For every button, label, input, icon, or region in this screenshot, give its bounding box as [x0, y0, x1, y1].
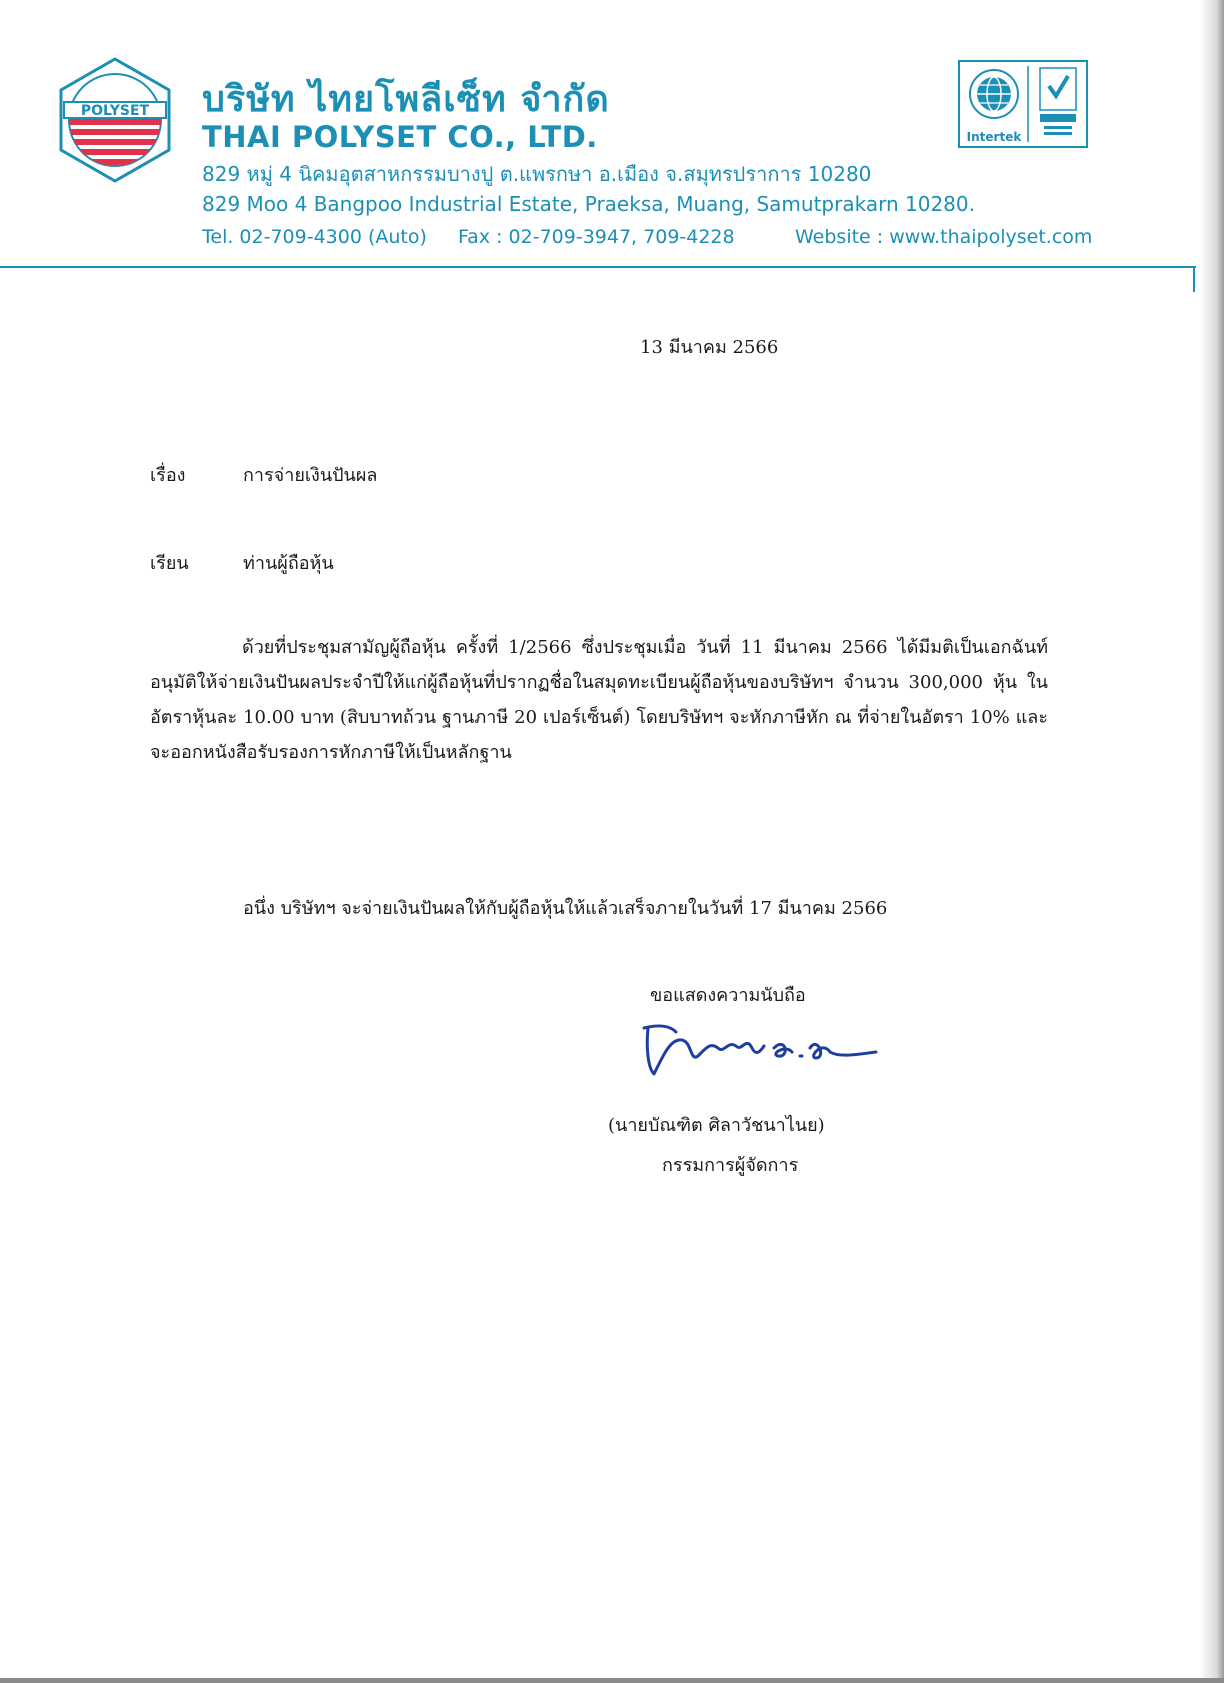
letter-date: 13 มีนาคม 2566: [640, 337, 779, 358]
subject-text: การจ่ายเงินปันผล: [243, 465, 378, 486]
company-logo: [56, 56, 174, 184]
handwritten-signature: [640, 1018, 880, 1084]
fax: Fax : 02-709-3947, 709-4228: [458, 226, 735, 248]
certification-label: Intertek: [966, 130, 1022, 144]
header-divider-tick: [1193, 266, 1195, 292]
website: Website : www.thaipolyset.com: [795, 226, 1093, 248]
company-name-thai: บริษัท ไทยโพลีเซ็ท จำกัด: [202, 79, 610, 120]
telephone: Tel. 02-709-4300 (Auto): [202, 226, 427, 248]
signatory-name: (นายบัณฑิต ศิลาวัชนาไนย): [608, 1115, 825, 1136]
address-english: 829 Moo 4 Bangpoo Industrial Estate, Praeksa, Muang, Samutprakarn 10280.: [202, 192, 975, 216]
scan-edge-right: [1200, 0, 1224, 1683]
signatory-title: กรรมการผู้จัดการ: [662, 1155, 799, 1176]
header-divider: [0, 266, 1196, 268]
address-thai: 829 หมู่ 4 นิคมอุตสาหกรรมบางปู ต.แพรกษา อ.เมือง จ.สมุทรปราการ 10280: [202, 162, 872, 186]
subject-label: เรื่อง: [150, 465, 186, 486]
scan-edge-bottom: [0, 1678, 1224, 1683]
company-name-english: THAI POLYSET CO., LTD.: [202, 120, 598, 154]
body-paragraph-1: ด้วยที่ประชุมสามัญผู้ถือหุ้น ครั้งที่ 1/2566 ซึ่งประชุมเมื่อ วันที่ 11 มีนาคม 2566 ได้มีมติเป็นเอกฉันท์อนุมัติให้จ่ายเงินปันผลประจำปีให้แก่ผู้ถือหุ้นที่ปรากฏชื่อในสมุดทะเบียนผู้ถือหุ้นของบริษัทฯ จำนวน 300,000 หุ้น ในอัตราหุ้นละ 10.00 บาท (สิบบาทถ้วน ฐานภาษี 20 เปอร์เซ็นต์) โดยบริษัทฯ จะหักภาษีหัก ณ ที่จ่ายในอัตรา 10% และจะออกหนังสือรับรองการหักภาษีให้เป็นหลักฐาน: [150, 637, 1048, 763]
recipient-text: ท่านผู้ถือหุ้น: [243, 553, 334, 574]
closing-salutation: ขอแสดงความนับถือ: [650, 985, 806, 1006]
signature-icon: [640, 1018, 880, 1084]
polyset-logo-icon: [56, 56, 174, 184]
certification-badge: [958, 60, 1088, 148]
logo-text: POLYSET: [80, 103, 150, 119]
recipient-label: เรียน: [150, 553, 189, 574]
body-paragraph-2: อนึ่ง บริษัทฯ จะจ่ายเงินปันผลให้กับผู้ถือหุ้นให้แล้วเสร็จภายในวันที่ 17 มีนาคม 2566: [243, 898, 888, 919]
